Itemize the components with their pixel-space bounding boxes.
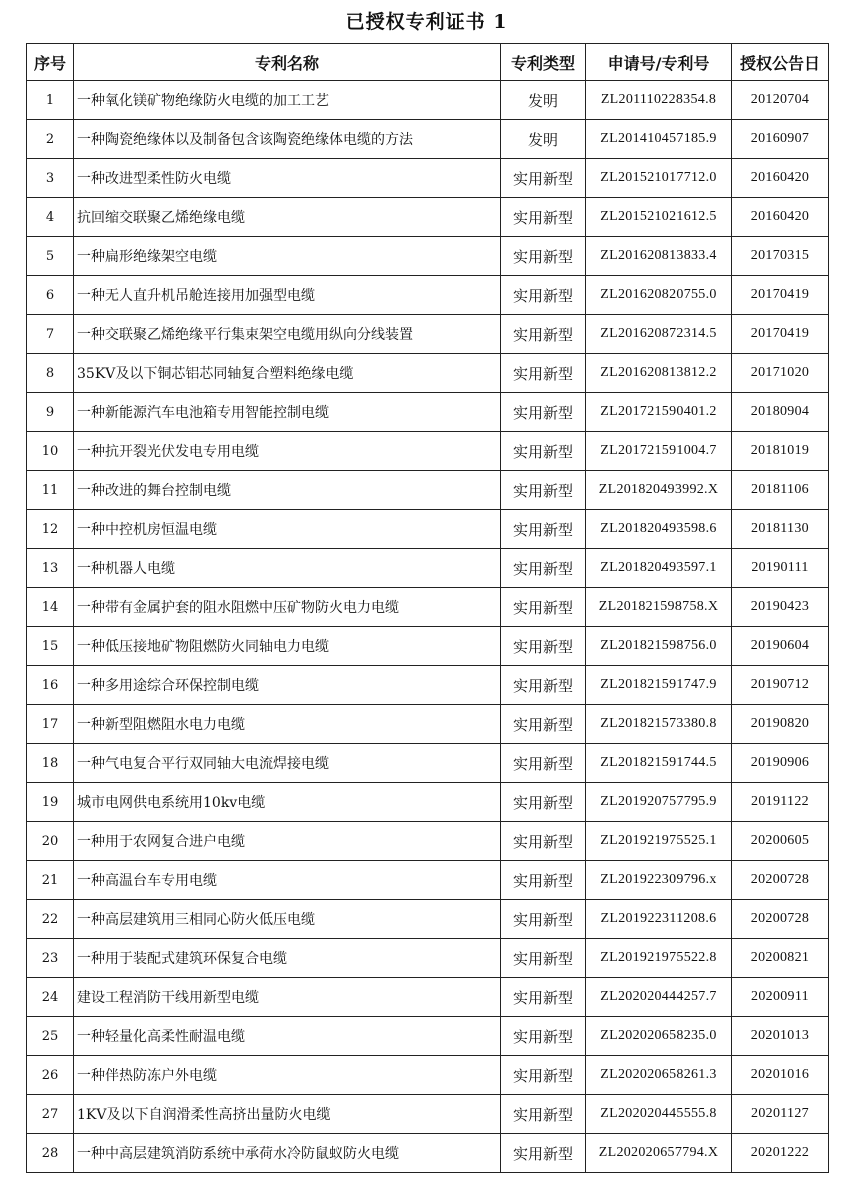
cell-index: 28 xyxy=(27,1134,74,1173)
cell-patent-type: 实用新型 xyxy=(501,627,586,666)
cell-grant-date: 20181019 xyxy=(732,432,829,471)
cell-patent-name: 一种轻量化高柔性耐温电缆 xyxy=(74,1017,501,1056)
cell-patent-name: 一种新能源汽车电池箱专用智能控制电缆 xyxy=(74,393,501,432)
cell-patent-type: 实用新型 xyxy=(501,705,586,744)
cell-patent-name: 一种新型阻燃阻水电力电缆 xyxy=(74,705,501,744)
cell-grant-date: 20120704 xyxy=(732,81,829,120)
table-row xyxy=(27,822,829,861)
table-row xyxy=(27,627,829,666)
cell-patent-type: 实用新型 xyxy=(501,549,586,588)
cell-patent-number: ZL201410457185.9 xyxy=(586,120,732,159)
table-row xyxy=(27,705,829,744)
cell-patent-type: 实用新型 xyxy=(501,393,586,432)
cell-grant-date: 20170419 xyxy=(732,315,829,354)
cell-patent-type: 实用新型 xyxy=(501,354,586,393)
cell-patent-type: 实用新型 xyxy=(501,1056,586,1095)
table-row xyxy=(27,978,829,1017)
cell-patent-name: 城市电网供电系统用10kv电缆 xyxy=(74,783,501,822)
cell-index: 19 xyxy=(27,783,74,822)
cell-grant-date: 20200728 xyxy=(732,900,829,939)
cell-patent-number: ZL201922311208.6 xyxy=(586,900,732,939)
table-row xyxy=(27,861,829,900)
table-row xyxy=(27,1017,829,1056)
cell-index: 17 xyxy=(27,705,74,744)
cell-patent-name: 建设工程消防干线用新型电缆 xyxy=(74,978,501,1017)
cell-grant-date: 20181106 xyxy=(732,471,829,510)
cell-patent-number: ZL201820493597.1 xyxy=(586,549,732,588)
cell-patent-type: 实用新型 xyxy=(501,900,586,939)
cell-grant-date: 20201127 xyxy=(732,1095,829,1134)
cell-index: 15 xyxy=(27,627,74,666)
cell-index: 27 xyxy=(27,1095,74,1134)
cell-patent-name: 一种高温台车专用电缆 xyxy=(74,861,501,900)
cell-grant-date: 20170315 xyxy=(732,237,829,276)
cell-grant-date: 20190906 xyxy=(732,744,829,783)
cell-patent-name: 1KV及以下自润滑柔性高挤出量防火电缆 xyxy=(74,1095,501,1134)
cell-grant-date: 20181130 xyxy=(732,510,829,549)
table-row xyxy=(27,1134,829,1173)
cell-patent-name: 35KV及以下铜芯铝芯同轴复合塑料绝缘电缆 xyxy=(74,354,501,393)
cell-patent-type: 实用新型 xyxy=(501,237,586,276)
cell-index: 21 xyxy=(27,861,74,900)
cell-patent-type: 实用新型 xyxy=(501,276,586,315)
cell-patent-type: 实用新型 xyxy=(501,861,586,900)
cell-patent-number: ZL201620820755.0 xyxy=(586,276,732,315)
cell-patent-number: ZL202020658235.0 xyxy=(586,1017,732,1056)
cell-patent-type: 实用新型 xyxy=(501,978,586,1017)
cell-patent-type: 实用新型 xyxy=(501,1134,586,1173)
cell-index: 5 xyxy=(27,237,74,276)
cell-index: 8 xyxy=(27,354,74,393)
cell-patent-type: 实用新型 xyxy=(501,159,586,198)
column-header-number: 申请号/专利号 xyxy=(586,44,732,81)
cell-patent-name: 一种气电复合平行双同轴大电流焊接电缆 xyxy=(74,744,501,783)
cell-patent-type: 实用新型 xyxy=(501,744,586,783)
cell-patent-type: 实用新型 xyxy=(501,510,586,549)
cell-index: 9 xyxy=(27,393,74,432)
cell-patent-number: ZL201620872314.5 xyxy=(586,315,732,354)
cell-index: 10 xyxy=(27,432,74,471)
cell-patent-number: ZL202020445555.8 xyxy=(586,1095,732,1134)
cell-index: 7 xyxy=(27,315,74,354)
table-row xyxy=(27,666,829,705)
cell-patent-name: 一种陶瓷绝缘体以及制备包含该陶瓷绝缘体电缆的方法 xyxy=(74,120,501,159)
cell-patent-type: 实用新型 xyxy=(501,588,586,627)
cell-patent-number: ZL201620813833.4 xyxy=(586,237,732,276)
cell-grant-date: 20200821 xyxy=(732,939,829,978)
cell-patent-type: 实用新型 xyxy=(501,666,586,705)
cell-patent-name: 一种扁形绝缘架空电缆 xyxy=(74,237,501,276)
cell-patent-name: 一种改进的舞台控制电缆 xyxy=(74,471,501,510)
table-row xyxy=(27,588,829,627)
cell-grant-date: 20190820 xyxy=(732,705,829,744)
cell-patent-name: 一种用于装配式建筑环保复合电缆 xyxy=(74,939,501,978)
cell-grant-date: 20200605 xyxy=(732,822,829,861)
table-body xyxy=(27,81,829,1173)
cell-grant-date: 20200911 xyxy=(732,978,829,1017)
cell-patent-number: ZL201721591004.7 xyxy=(586,432,732,471)
table-row xyxy=(27,510,829,549)
cell-patent-type: 实用新型 xyxy=(501,939,586,978)
cell-index: 25 xyxy=(27,1017,74,1056)
cell-patent-name: 一种无人直升机吊舱连接用加强型电缆 xyxy=(74,276,501,315)
cell-patent-name: 一种用于农网复合进户电缆 xyxy=(74,822,501,861)
cell-grant-date: 20160420 xyxy=(732,198,829,237)
cell-patent-name: 抗回缩交联聚乙烯绝缘电缆 xyxy=(74,198,501,237)
cell-grant-date: 20201222 xyxy=(732,1134,829,1173)
cell-patent-name: 一种机器人电缆 xyxy=(74,549,501,588)
table-row xyxy=(27,783,829,822)
cell-index: 4 xyxy=(27,198,74,237)
cell-grant-date: 20190423 xyxy=(732,588,829,627)
cell-patent-number: ZL201921975522.8 xyxy=(586,939,732,978)
cell-patent-number: ZL201521021612.5 xyxy=(586,198,732,237)
cell-grant-date: 20190712 xyxy=(732,666,829,705)
table-row xyxy=(27,315,829,354)
cell-index: 16 xyxy=(27,666,74,705)
cell-index: 1 xyxy=(27,81,74,120)
cell-index: 24 xyxy=(27,978,74,1017)
cell-patent-number: ZL201821598756.0 xyxy=(586,627,732,666)
cell-patent-type: 发明 xyxy=(501,81,586,120)
table-header-row xyxy=(27,44,829,81)
table-row xyxy=(27,198,829,237)
cell-patent-number: ZL201620813812.2 xyxy=(586,354,732,393)
cell-patent-type: 实用新型 xyxy=(501,471,586,510)
cell-patent-name: 一种交联聚乙烯绝缘平行集束架空电缆用纵向分线装置 xyxy=(74,315,501,354)
cell-patent-name: 一种氧化镁矿物绝缘防火电缆的加工工艺 xyxy=(74,81,501,120)
cell-patent-number: ZL202020444257.7 xyxy=(586,978,732,1017)
cell-index: 6 xyxy=(27,276,74,315)
table-row xyxy=(27,1095,829,1134)
table-row xyxy=(27,900,829,939)
cell-patent-number: ZL201821591747.9 xyxy=(586,666,732,705)
cell-grant-date: 20201016 xyxy=(732,1056,829,1095)
cell-index: 13 xyxy=(27,549,74,588)
cell-index: 3 xyxy=(27,159,74,198)
cell-patent-number: ZL201820493992.X xyxy=(586,471,732,510)
cell-grant-date: 20201013 xyxy=(732,1017,829,1056)
cell-patent-type: 实用新型 xyxy=(501,822,586,861)
cell-index: 11 xyxy=(27,471,74,510)
cell-patent-name: 一种带有金属护套的阻水阻燃中压矿物防火电力电缆 xyxy=(74,588,501,627)
cell-patent-number: ZL202020657794.X xyxy=(586,1134,732,1173)
cell-grant-date: 20180904 xyxy=(732,393,829,432)
cell-index: 23 xyxy=(27,939,74,978)
cell-grant-date: 20171020 xyxy=(732,354,829,393)
table-row xyxy=(27,549,829,588)
cell-patent-type: 实用新型 xyxy=(501,315,586,354)
cell-grant-date: 20200728 xyxy=(732,861,829,900)
cell-patent-type: 实用新型 xyxy=(501,198,586,237)
table-row xyxy=(27,1056,829,1095)
cell-patent-type: 发明 xyxy=(501,120,586,159)
cell-patent-name: 一种高层建筑用三相同心防火低压电缆 xyxy=(74,900,501,939)
table-row xyxy=(27,354,829,393)
table-row xyxy=(27,471,829,510)
cell-patent-name: 一种改进型柔性防火电缆 xyxy=(74,159,501,198)
cell-grant-date: 20190604 xyxy=(732,627,829,666)
cell-patent-name: 一种低压接地矿物阻燃防火同轴电力电缆 xyxy=(74,627,501,666)
cell-patent-name: 一种中高层建筑消防系统中承荷水冷防鼠蚁防火电缆 xyxy=(74,1134,501,1173)
cell-patent-type: 实用新型 xyxy=(501,1017,586,1056)
cell-grant-date: 20170419 xyxy=(732,276,829,315)
cell-patent-number: ZL201821591744.5 xyxy=(586,744,732,783)
column-header-date: 授权公告日 xyxy=(732,44,829,81)
table-row xyxy=(27,120,829,159)
column-header-type: 专利类型 xyxy=(501,44,586,81)
cell-patent-number: ZL201521017712.0 xyxy=(586,159,732,198)
cell-patent-type: 实用新型 xyxy=(501,432,586,471)
cell-grant-date: 20160420 xyxy=(732,159,829,198)
table-row xyxy=(27,237,829,276)
cell-patent-number: ZL201821598758.X xyxy=(586,588,732,627)
cell-index: 2 xyxy=(27,120,74,159)
cell-index: 20 xyxy=(27,822,74,861)
cell-patent-name: 一种抗开裂光伏发电专用电缆 xyxy=(74,432,501,471)
cell-grant-date: 20190111 xyxy=(732,549,829,588)
cell-patent-number: ZL201920757795.9 xyxy=(586,783,732,822)
cell-index: 18 xyxy=(27,744,74,783)
table-row xyxy=(27,81,829,120)
table-row xyxy=(27,393,829,432)
cell-index: 22 xyxy=(27,900,74,939)
cell-patent-name: 一种中控机房恒温电缆 xyxy=(74,510,501,549)
column-header-index: 序号 xyxy=(27,44,74,81)
cell-patent-type: 实用新型 xyxy=(501,1095,586,1134)
cell-patent-name: 一种伴热防冻户外电缆 xyxy=(74,1056,501,1095)
table-row xyxy=(27,432,829,471)
cell-patent-number: ZL201110228354.8 xyxy=(586,81,732,120)
table-row xyxy=(27,276,829,315)
cell-patent-number: ZL201921975525.1 xyxy=(586,822,732,861)
page-title: 已授权专利证书 1 xyxy=(345,11,508,33)
column-header-name: 专利名称 xyxy=(74,44,501,81)
cell-patent-type: 实用新型 xyxy=(501,783,586,822)
table-row xyxy=(27,744,829,783)
table-row xyxy=(27,159,829,198)
table-row xyxy=(27,939,829,978)
cell-grant-date: 20160907 xyxy=(732,120,829,159)
cell-patent-number: ZL201821573380.8 xyxy=(586,705,732,744)
cell-index: 26 xyxy=(27,1056,74,1095)
cell-patent-name: 一种多用途综合环保控制电缆 xyxy=(74,666,501,705)
patent-table xyxy=(26,43,829,1173)
cell-patent-number: ZL201922309796.x xyxy=(586,861,732,900)
cell-patent-number: ZL202020658261.3 xyxy=(586,1056,732,1095)
cell-grant-date: 20191122 xyxy=(732,783,829,822)
cell-index: 14 xyxy=(27,588,74,627)
cell-index: 12 xyxy=(27,510,74,549)
cell-patent-number: ZL201820493598.6 xyxy=(586,510,732,549)
cell-patent-number: ZL201721590401.2 xyxy=(586,393,732,432)
